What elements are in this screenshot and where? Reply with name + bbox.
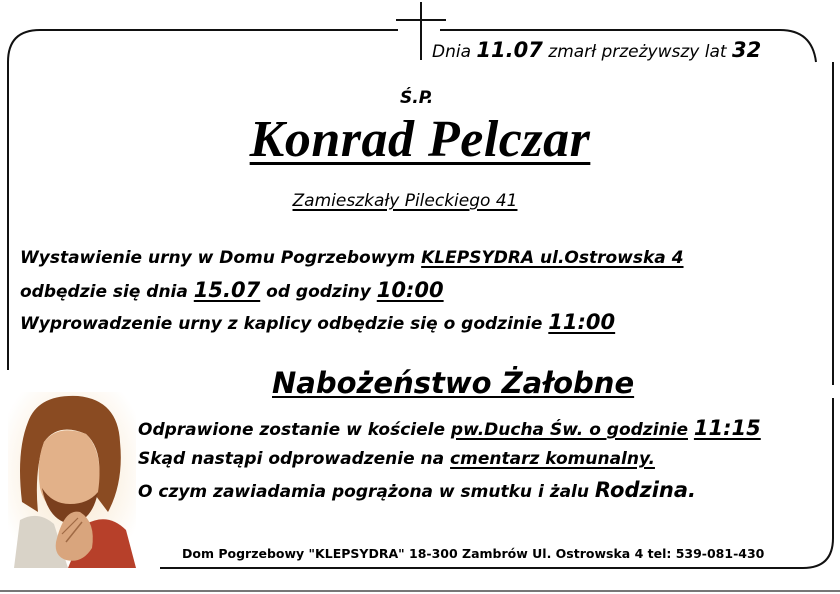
sp-label: Ś.P. [400,88,434,108]
age: 32 [731,38,762,62]
viewing-line-1-prefix: Wystawienie urny w Domu Pogrzebowym [20,248,416,268]
service-line-3-prefix: O czym zawiadamia pogrążona w smutku i żalu [138,482,589,502]
viewing-line-2 [20,278,444,302]
service-line-1 [138,416,761,440]
service-title: Nabożeństwo Żałobne [272,366,635,400]
viewing-line-2-mid: od godziny [266,282,371,302]
deceased-name-text: Konrad Pelczar [249,111,591,168]
service-line-2 [138,449,655,469]
service-line-1-prefix: Odprawione zostanie w kościele [138,420,445,440]
service-line-3 [138,478,696,502]
footer-contact: Dom Pogrzebowy "KLEPSYDRA" 18-300 Zambrów Ul. Ostrowska 4 tel: 539-081-430 [182,546,765,561]
cemetery: cmentarz komunalny. [450,449,655,469]
funeral-home-place: KLEPSYDRA ul.Ostrowska 4 [421,248,684,268]
address: Zamieszkały Pileckiego 41 [292,191,518,211]
viewing-line-1 [20,248,684,268]
departure-time: 11:00 [548,310,616,334]
deceased-name [0,110,840,169]
death-info-line [432,38,761,62]
praying-jesus-icon [8,392,136,568]
viewing-line-2-prefix: odbędzie się dnia [20,282,188,302]
viewing-line-3 [20,310,615,334]
header-prefix: Dnia [432,42,472,62]
family-signature: Rodzina. [594,478,697,502]
viewing-line-3-prefix: Wyprowadzenie urny z kaplicy odbędzie się o godzinie [20,314,543,334]
viewing-date: 15.07 [193,278,261,302]
viewing-time: 10:00 [376,278,444,302]
service-time: 11:15 [693,416,761,440]
header-middle: zmarł przeżywszy lat [548,42,727,62]
death-date: 11.07 [476,38,543,62]
church-name: pw.Ducha Św. o godzinie [450,420,688,440]
service-line-2-prefix: Skąd nastąpi odprowadzenie na [138,449,445,469]
